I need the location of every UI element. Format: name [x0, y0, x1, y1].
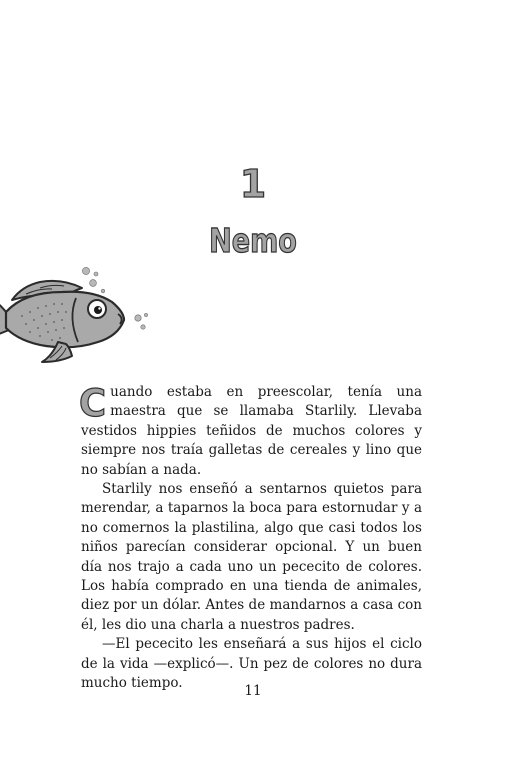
page-number: 11	[244, 683, 262, 699]
paragraph-1	[81, 383, 422, 480]
chapter-number: 1	[239, 162, 267, 206]
chapter-title: Nemo	[209, 221, 297, 260]
goldfish-icon	[0, 262, 160, 374]
chapter-body	[81, 383, 422, 694]
drop-cap: C	[79, 382, 107, 425]
paragraph-3: —El pececito les enseñará a sus hijos el ciclo de la vida —explicó—. Un pez de colores no dura mucho tiempo.	[81, 636, 422, 692]
paragraph-2: Starlily nos enseñó a sentarnos quietos para merendar, a taparnos la boca para estornudar y a no comernos la plastilina, algo que casi todos los niños parecían considerar opcional. Y un buen día nos trajo a cada uno un pececito de colores. Los había comprado en una tienda de animales, diez por un dólar. Antes de mandarnos a casa con él, les dio una charla a nuestros padres.	[81, 481, 422, 633]
paragraph-1-text: uando estaba en preescolar, tenía una maestra que se llamaba Starlily. Llevaba vestidos hippies teñidos de muchos colores y siempre nos traía galletas de cereales y lino que no sabían a nada.	[81, 384, 422, 478]
